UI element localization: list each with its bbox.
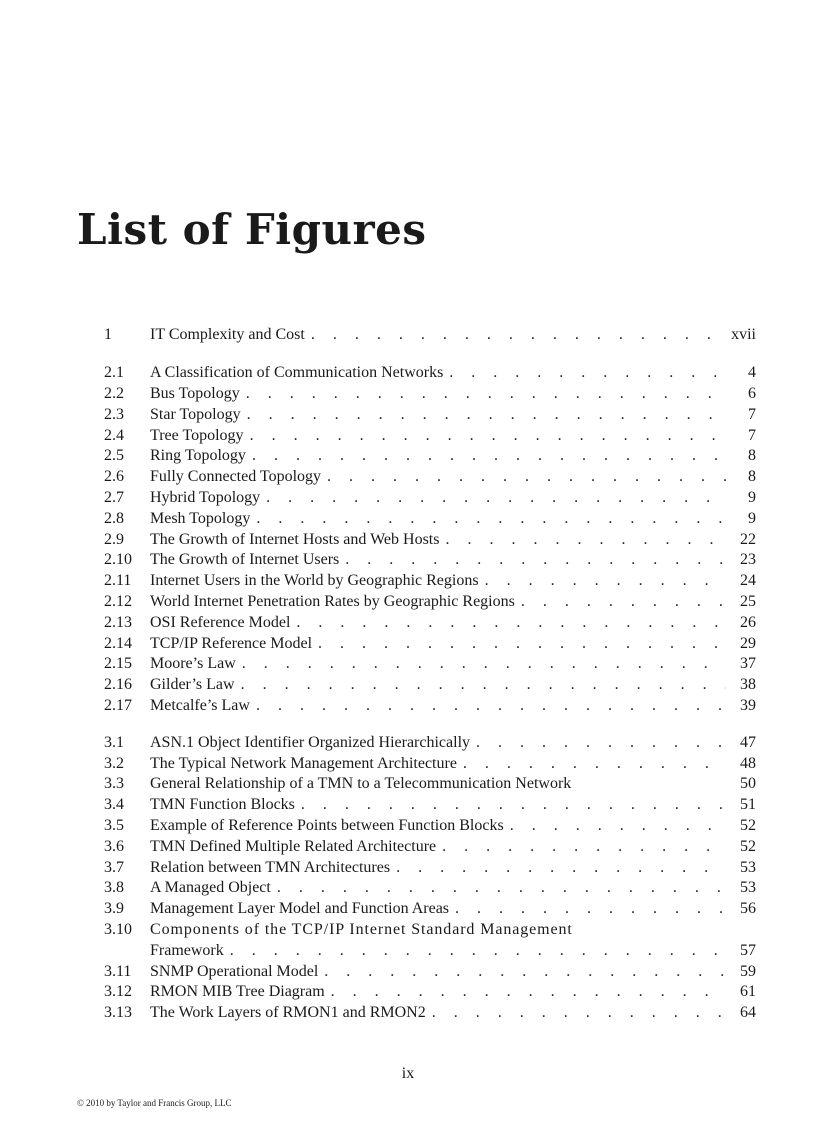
dot-leader (449, 363, 726, 383)
dot-leader (241, 675, 726, 695)
figure-number: 2.9 (104, 531, 124, 548)
figure-number: 2.15 (104, 655, 132, 672)
dot-leader (521, 592, 726, 612)
dot-leader (318, 634, 726, 654)
list-item[interactable] (104, 550, 756, 570)
page-ref: 64 (740, 1004, 756, 1021)
page-ref: 51 (740, 796, 756, 813)
page-ref: 52 (740, 838, 756, 855)
dot-leader (266, 488, 726, 508)
figure-number: 3.12 (104, 983, 132, 1000)
figure-title: TMN Function Blocks (150, 796, 295, 813)
dot-leader (455, 899, 726, 919)
dot-leader (324, 962, 726, 982)
dot-leader (277, 878, 726, 898)
page-ref: 50 (740, 775, 756, 792)
page-ref: 9 (748, 510, 756, 527)
page-ref: 53 (740, 859, 756, 876)
figure-number: 2.12 (104, 593, 132, 610)
dot-leader (311, 325, 725, 345)
page-ref: 47 (740, 734, 756, 751)
list-item[interactable] (104, 899, 756, 919)
figure-number: 3.8 (104, 879, 124, 896)
figure-title: Management Layer Model and Function Areas (150, 900, 450, 917)
figure-number: 3.2 (104, 755, 124, 772)
figure-number: 2.8 (104, 510, 124, 527)
list-item[interactable] (104, 446, 756, 466)
figure-number: 2.5 (104, 447, 124, 464)
figure-title: The Work Layers of RMON1 and RMON2 (150, 1004, 426, 1021)
figure-title: TCP/IP Reference Model (150, 635, 313, 652)
list-item[interactable] (104, 795, 756, 815)
dot-leader (242, 654, 726, 674)
dot-leader (301, 795, 726, 815)
figure-number: 3.13 (104, 1004, 132, 1021)
figure-number: 1 (104, 326, 112, 343)
page-ref: 24 (740, 572, 756, 589)
list-item[interactable] (104, 733, 756, 753)
figure-title: ASN.1 Object Identifier Organized Hierarchically (150, 734, 471, 751)
page-ref: 61 (740, 983, 756, 1000)
figure-title: World Internet Penetration Rates by Geographic Regions (150, 593, 515, 610)
dot-leader (331, 982, 726, 1002)
figure-title: Star Topology (150, 406, 241, 423)
list-item[interactable] (104, 774, 756, 794)
page-ref: 6 (748, 385, 756, 402)
list-item[interactable] (104, 982, 756, 1002)
figure-number: 2.13 (104, 614, 132, 631)
figure-number: 2.4 (104, 427, 124, 444)
list-item[interactable] (104, 467, 756, 487)
figure-title: Example of Reference Points between Function Blocks (150, 817, 504, 834)
figure-title: Fully Connected Topology (150, 468, 322, 485)
list-item[interactable] (104, 509, 756, 529)
page-ref: 29 (740, 635, 756, 652)
figure-title: IT Complexity and Cost (150, 326, 305, 343)
figure-number: 2.3 (104, 406, 124, 423)
figure-number: 2.11 (104, 572, 132, 589)
page-ref: 53 (740, 879, 756, 896)
figure-number: 3.6 (104, 838, 124, 855)
page-ref: 8 (748, 468, 756, 485)
list-item-continuation[interactable] (104, 941, 756, 961)
figure-number: 2.7 (104, 489, 124, 506)
figure-number: 2.10 (104, 551, 132, 568)
list-item[interactable] (104, 837, 756, 857)
list-item[interactable] (104, 592, 756, 612)
page-ref: 22 (740, 531, 756, 548)
page-ref: 26 (740, 614, 756, 631)
dot-leader (250, 426, 726, 446)
page-ref: 48 (740, 755, 756, 772)
figure-number: 3.10 (104, 921, 132, 938)
list-item[interactable] (104, 405, 756, 425)
figure-title: SNMP Operational Model (150, 963, 319, 980)
figure-number: 3.11 (104, 963, 132, 980)
page-ref: 57 (740, 942, 756, 959)
figure-title: TMN Defined Multiple Related Architecture (150, 838, 437, 855)
dot-leader (445, 530, 726, 550)
page-title: List of Figures (77, 205, 427, 254)
dot-leader (296, 613, 726, 633)
figure-number: 3.5 (104, 817, 124, 834)
figure-number: 2.1 (104, 364, 124, 381)
figure-title: The Typical Network Management Architecture (150, 755, 457, 772)
dot-leader (345, 550, 726, 570)
dot-leader (256, 509, 726, 529)
dot-leader (485, 571, 726, 591)
figure-title: A Classification of Communication Networks (150, 364, 444, 381)
list-item[interactable] (104, 754, 756, 774)
figure-title: Framework (150, 942, 224, 959)
dot-leader (247, 405, 726, 425)
dot-leader (442, 837, 726, 857)
figure-title: General Relationship of a TMN to a Telecommunication Network (150, 775, 572, 792)
list-item[interactable] (104, 325, 756, 345)
list-item[interactable] (104, 571, 756, 591)
figure-title: Hybrid Topology (150, 489, 261, 506)
figure-title: The Growth of Internet Hosts and Web Hosts (150, 531, 440, 548)
list-item[interactable] (104, 696, 756, 716)
page-ref: 8 (748, 447, 756, 464)
dot-leader (230, 941, 726, 961)
figure-number: 2.6 (104, 468, 124, 485)
dot-leader (432, 1003, 726, 1023)
figure-title: Moore’s Law (150, 655, 236, 672)
dot-leader (246, 384, 726, 404)
figure-title: Gilder’s Law (150, 676, 235, 693)
list-item[interactable] (104, 634, 756, 654)
list-item[interactable] (104, 878, 756, 898)
figure-title: Metcalfe’s Law (150, 697, 250, 714)
page-ref: 39 (740, 697, 756, 714)
page-ref: 52 (740, 817, 756, 834)
figure-title: RMON MIB Tree Diagram (150, 983, 325, 1000)
figure-title-line1: Components of the TCP/IP Internet Standard Management (150, 921, 573, 938)
page-ref: 9 (748, 489, 756, 506)
dot-leader (463, 754, 726, 774)
list-item[interactable] (104, 384, 756, 404)
dot-leader (252, 446, 726, 466)
dot-leader (476, 733, 726, 753)
list-item[interactable] (104, 858, 756, 878)
dot-leader (327, 467, 726, 487)
list-item[interactable] (104, 962, 756, 982)
figure-title: Internet Users in the World by Geographic Regions (150, 572, 479, 589)
page-ref: 7 (748, 406, 756, 423)
page-ref: xvii (731, 326, 756, 343)
figure-number: 3.9 (104, 900, 124, 917)
figure-title: Mesh Topology (150, 510, 251, 527)
list-item[interactable] (104, 654, 756, 674)
list-item[interactable] (104, 530, 756, 550)
list-item[interactable] (104, 816, 756, 836)
page-ref: 59 (740, 963, 756, 980)
dot-leader (256, 696, 726, 716)
figure-title: Bus Topology (150, 385, 240, 402)
page-ref: 4 (748, 364, 756, 381)
list-item[interactable] (104, 613, 756, 633)
dot-leader (396, 858, 726, 878)
page-ref: 56 (740, 900, 756, 917)
page-number: ix (401, 1065, 415, 1082)
copyright-notice: © 2010 by Taylor and Francis Group, LLC (77, 1098, 232, 1108)
figure-number: 2.2 (104, 385, 124, 402)
figure-number: 3.1 (104, 734, 124, 751)
page-ref: 25 (740, 593, 756, 610)
page-ref: 38 (740, 676, 756, 693)
figure-title: OSI Reference Model (150, 614, 291, 631)
list-item[interactable] (104, 426, 756, 446)
figure-number: 2.14 (104, 635, 132, 652)
page-ref: 7 (748, 427, 756, 444)
figure-number: 3.4 (104, 796, 124, 813)
page-ref: 23 (740, 551, 756, 568)
figure-title: Tree Topology (150, 427, 244, 444)
figure-number: 3.7 (104, 859, 124, 876)
figure-title: A Managed Object (150, 879, 271, 896)
figure-number: 3.3 (104, 775, 124, 792)
list-item[interactable] (104, 488, 756, 508)
list-item[interactable] (104, 363, 756, 383)
dot-leader (510, 816, 726, 836)
page-ref: 37 (740, 655, 756, 672)
figure-number: 2.16 (104, 676, 132, 693)
figure-number: 2.17 (104, 697, 132, 714)
figure-title: The Growth of Internet Users (150, 551, 340, 568)
figure-title: Relation between TMN Architectures (150, 859, 391, 876)
list-item[interactable] (104, 675, 756, 695)
list-item[interactable] (104, 920, 756, 940)
list-item[interactable] (104, 1003, 756, 1023)
figure-title: Ring Topology (150, 447, 246, 464)
